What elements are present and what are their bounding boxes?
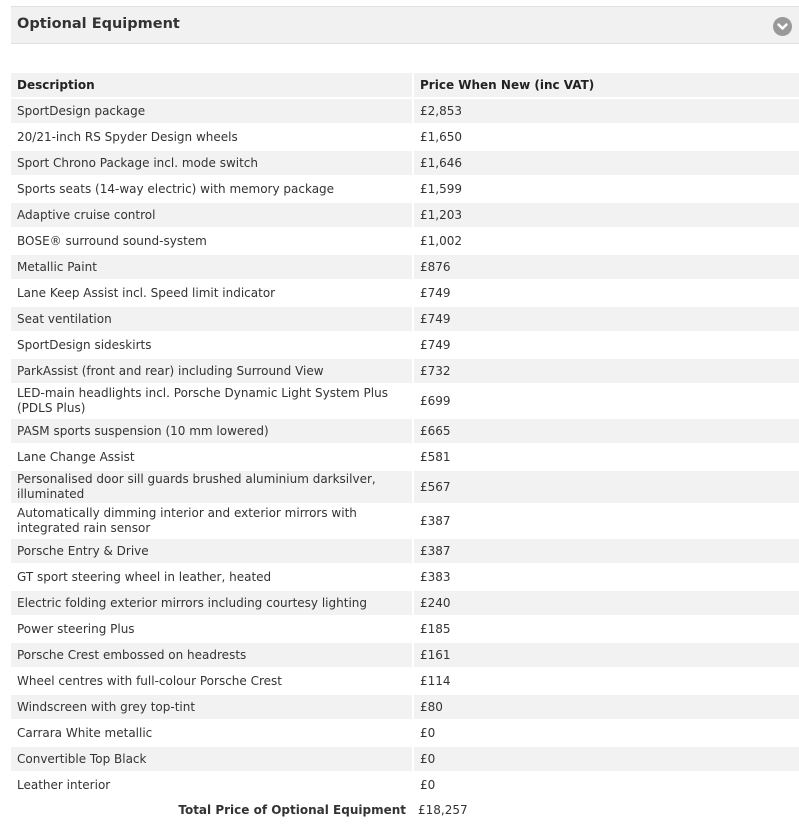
row-price: £0 [412,747,799,771]
row-description: Porsche Crest embossed on headrests [11,643,412,667]
table-header-row [11,73,799,97]
row-price: £387 [412,505,799,537]
row-price: £383 [412,565,799,589]
row-description: SportDesign package [11,99,412,123]
table-row [11,471,799,503]
row-price: £0 [412,773,799,797]
table-row [11,359,799,383]
row-description: Automatically dimming interior and exterior mirrors with integrated rain sensor [11,505,412,537]
row-description: LED-main headlights incl. Porsche Dynamic Light System Plus (PDLS Plus) [11,385,412,417]
table-row [11,565,799,589]
row-description: Metallic Paint [11,255,412,279]
table-row [11,643,799,667]
table-row [11,177,799,201]
row-price: £749 [412,307,799,331]
row-price: £387 [412,539,799,563]
total-value: £18,257 [412,799,799,821]
column-header-price: Price When New (inc VAT) [412,73,799,97]
row-description: Sport Chrono Package incl. mode switch [11,151,412,175]
table-row [11,281,799,305]
table-row [11,695,799,719]
row-description: Personalised door sill guards brushed aluminium darksilver, illuminated [11,471,412,503]
table-row [11,125,799,149]
table-row [11,721,799,745]
optional-equipment-table [11,71,799,823]
table-row [11,539,799,563]
row-description: GT sport steering wheel in leather, heated [11,565,412,589]
table-row [11,419,799,443]
table-row [11,307,799,331]
row-description: BOSE® surround sound-system [11,229,412,253]
row-description: Wheel centres with full-colour Porsche Crest [11,669,412,693]
table-row [11,505,799,537]
chevron-down-icon[interactable] [773,17,792,36]
table-row [11,773,799,797]
row-price: £0 [412,721,799,745]
row-price: £665 [412,419,799,443]
row-description: Lane Change Assist [11,445,412,469]
row-price: £1,599 [412,177,799,201]
row-description: SportDesign sideskirts [11,333,412,357]
table-row [11,203,799,227]
table-row [11,99,799,123]
row-price: £80 [412,695,799,719]
row-price: £567 [412,471,799,503]
row-description: Leather interior [11,773,412,797]
row-description: Adaptive cruise control [11,203,412,227]
row-description: ParkAssist (front and rear) including Surround View [11,359,412,383]
row-price: £1,646 [412,151,799,175]
row-price: £749 [412,281,799,305]
row-price: £114 [412,669,799,693]
table-row [11,669,799,693]
row-price: £1,650 [412,125,799,149]
table-row [11,229,799,253]
total-row [11,799,799,821]
row-description: 20/21-inch RS Spyder Design wheels [11,125,412,149]
row-price: £699 [412,385,799,417]
row-description: Porsche Entry & Drive [11,539,412,563]
row-price: £581 [412,445,799,469]
row-description: Power steering Plus [11,617,412,641]
row-price: £749 [412,333,799,357]
row-price: £732 [412,359,799,383]
table-row [11,333,799,357]
table-row [11,385,799,417]
table-row [11,617,799,641]
row-description: Sports seats (14-way electric) with memory package [11,177,412,201]
table-row [11,591,799,615]
row-description: Electric folding exterior mirrors including courtesy lighting [11,591,412,615]
section-title: Optional Equipment [17,16,180,32]
row-description: Lane Keep Assist incl. Speed limit indicator [11,281,412,305]
section-header[interactable] [11,6,799,44]
row-price: £1,203 [412,203,799,227]
row-description: Carrara White metallic [11,721,412,745]
row-description: Convertible Top Black [11,747,412,771]
row-price: £185 [412,617,799,641]
column-header-description: Description [11,73,412,97]
row-description: Windscreen with grey top-tint [11,695,412,719]
table-row [11,445,799,469]
total-label: Total Price of Optional Equipment [11,799,412,821]
row-price: £876 [412,255,799,279]
row-price: £240 [412,591,799,615]
row-price: £161 [412,643,799,667]
row-price: £2,853 [412,99,799,123]
table-row [11,151,799,175]
row-description: Seat ventilation [11,307,412,331]
row-description: PASM sports suspension (10 mm lowered) [11,419,412,443]
table-row [11,747,799,771]
row-price: £1,002 [412,229,799,253]
table-row [11,255,799,279]
